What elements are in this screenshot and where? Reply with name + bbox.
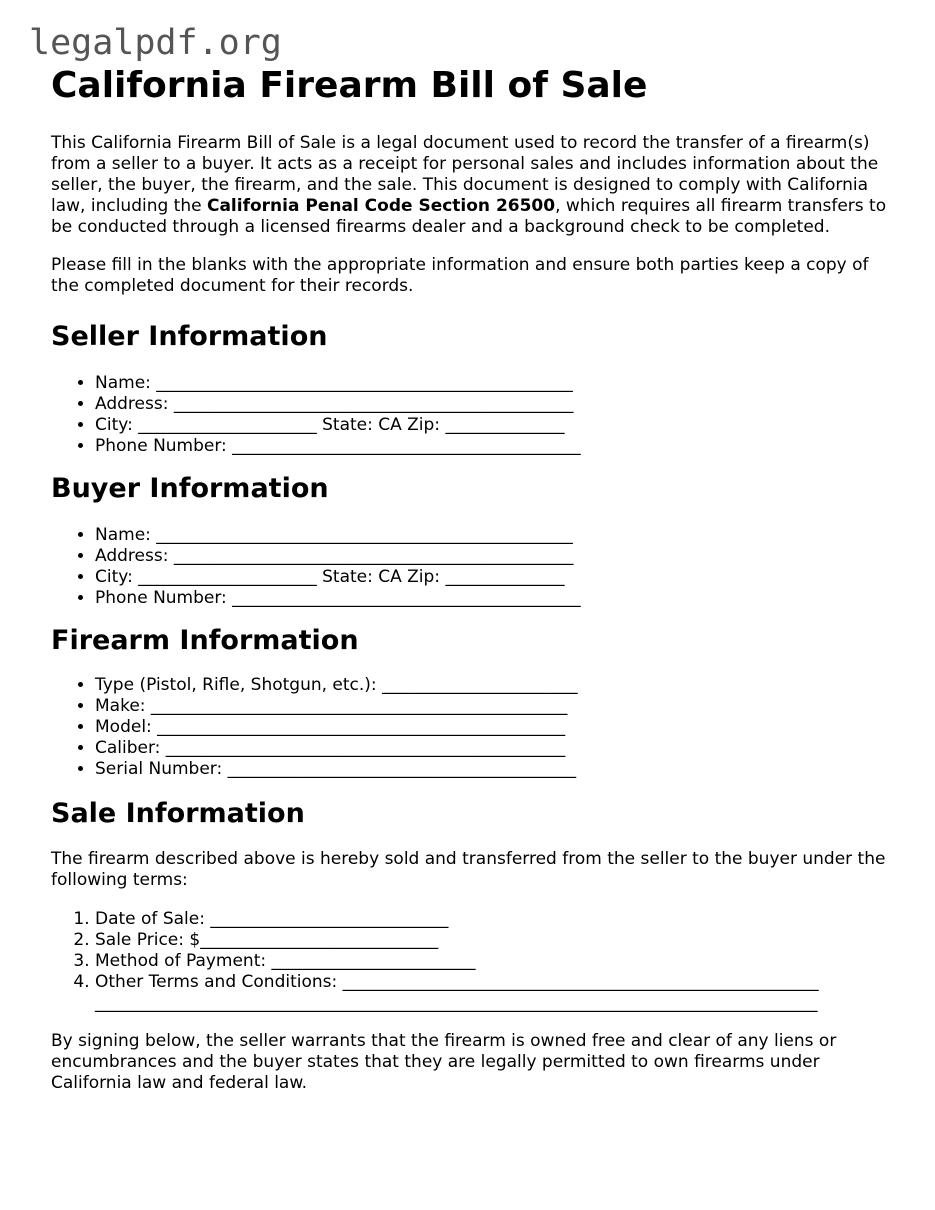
penal-code-reference: California Penal Code Section 26500 [206,196,556,216]
seller-name-field[interactable]: • Name: _________________________________________________ [95,373,901,394]
seller-phone-field[interactable]: • Phone Number: _________________________________________ [95,436,901,457]
document-page [51,64,901,1094]
firearm-type-field[interactable]: • Type (Pistol, Rifle, Shotgun, etc.): _______________________ [95,675,901,696]
sale-price-field[interactable]: 2. Sale Price: $____________________________ [95,930,901,951]
other-terms-field[interactable] [95,972,901,1014]
intro-text-end: , which requires all firearm transfers to be conducted through a licensed firearms dealer and a background check to be completed. [51,196,887,237]
intro-text: This California Firearm Bill of Sale is a legal document used to record the transfer of a firearm(s) from a seller to a buyer. It acts as a receipt for personal sales and includes information about the seller, the buyer, the firearm, and the sale. This document is designed to comply with California law, including the [51,133,879,216]
document-title: California Firearm Bill of Sale [51,65,648,106]
sale-date-field[interactable]: 1. Date of Sale: ____________________________ [95,909,901,930]
sale-paragraph: The firearm described above is hereby sold and transferred from the seller to the buyer under the following terms: [51,849,886,890]
buyer-phone-field[interactable]: • Phone Number: _________________________________________ [95,588,901,609]
buyer-address-field[interactable]: • Address: _______________________________________________ [95,546,901,567]
seller-heading: Seller Information [51,321,328,352]
buyer-list [51,525,901,609]
sale-terms-list [51,909,901,1014]
buyer-heading: Buyer Information [51,473,329,504]
firearm-caliber-field[interactable]: • Caliber: _______________________________________________ [95,738,901,759]
firearm-make-field[interactable]: • Make: _________________________________________________ [95,696,901,717]
buyer-city-state-zip-field[interactable]: • City: _____________________ State: CA Zip: ______________ [95,567,901,588]
firearm-list [51,675,901,780]
firearm-heading: Firearm Information [51,625,359,656]
watermark-logo: legalpdf.org [29,23,282,63]
firearm-model-field[interactable]: • Model: ________________________________________________ [95,717,901,738]
buyer-name-field[interactable]: • Name: _________________________________________________ [95,525,901,546]
seller-city-state-zip-field[interactable]: • City: _____________________ State: CA Zip: ______________ [95,415,901,436]
sale-heading: Sale Information [51,798,305,829]
firearm-serial-field[interactable]: • Serial Number: _________________________________________ [95,759,901,780]
signing-paragraph: By signing below, the seller warrants that the firearm is owned free and clear of any liens or encumbrances and the buyer states that they are legally permitted to own firearms under California law and federal law. [51,1031,837,1093]
other-terms-continuation: _____________________________________________________________________________________ [95,993,818,1013]
seller-address-field[interactable]: • Address: _______________________________________________ [95,394,901,415]
other-terms-line: Other Terms and Conditions: ________________________________________________________ [95,972,819,992]
payment-method-field[interactable]: 3. Method of Payment: ________________________ [95,951,901,972]
seller-list [51,373,901,457]
fill-instruction: Please fill in the blanks with the appropriate information and ensure both parties keep a copy of the completed document for their records. [51,255,869,296]
intro-paragraph [51,133,901,238]
